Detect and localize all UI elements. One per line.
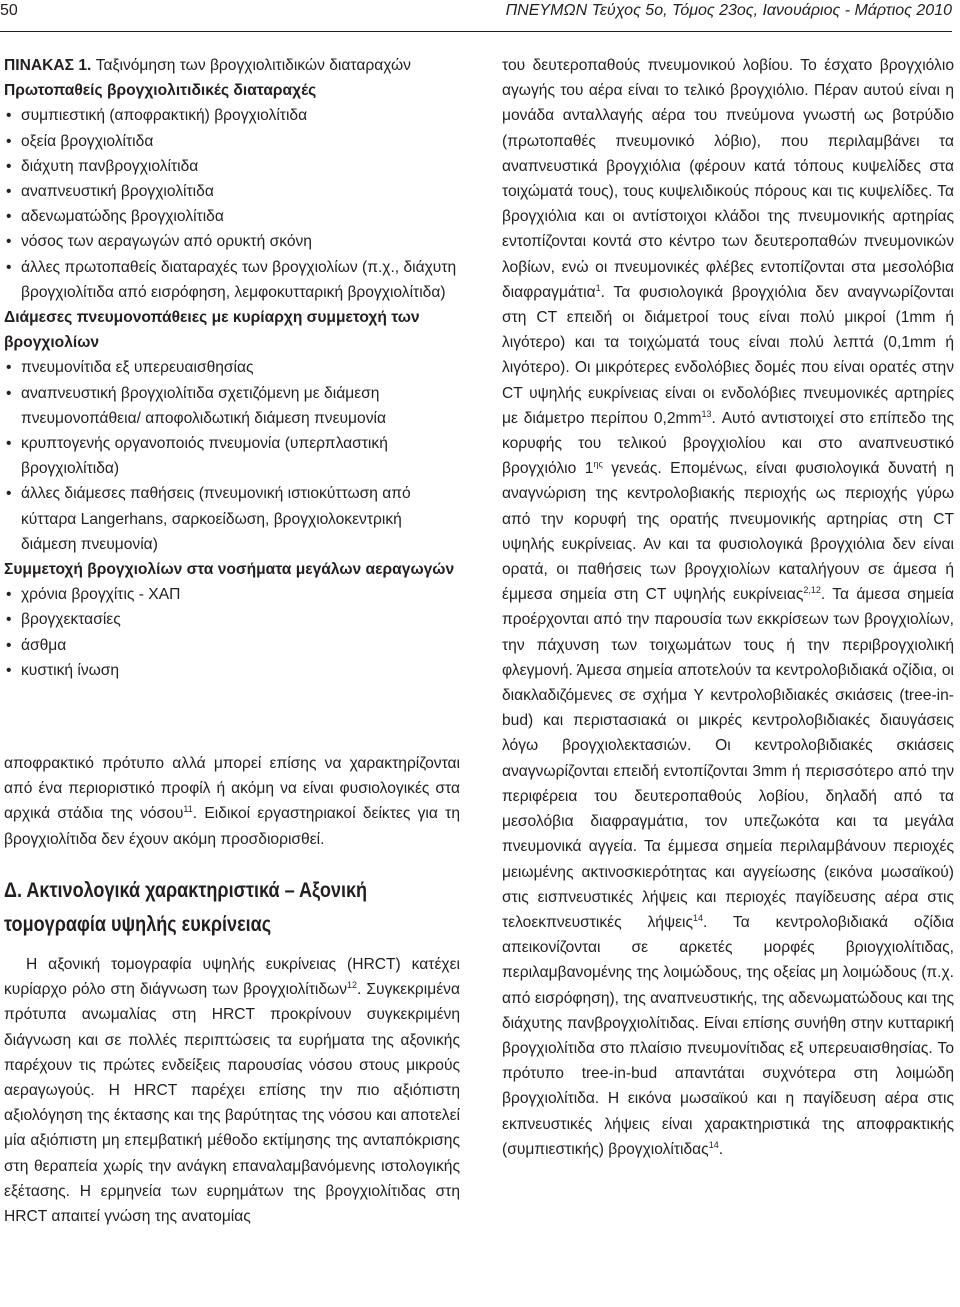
page-number: 50 bbox=[0, 2, 18, 19]
table-list bbox=[4, 582, 460, 683]
ordinal-superscript: ης bbox=[593, 459, 603, 470]
reference-superscript: 1 bbox=[595, 282, 601, 293]
reference-superscript: 11 bbox=[183, 804, 193, 815]
table-section bbox=[4, 305, 460, 557]
table-list bbox=[4, 355, 460, 557]
header-rule bbox=[0, 31, 952, 32]
table-list-item: • συμπιεστική (αποφρακτική) βρογχιολίτιδα bbox=[4, 103, 460, 128]
table-list-item: • πνευμονίτιδα εξ υπερευαισθησίας bbox=[4, 355, 460, 380]
table-section-heading: Πρωτοπαθείς βρογχιολιτιδικές διαταραχές bbox=[4, 82, 317, 100]
left-column bbox=[4, 53, 460, 1229]
reference-superscript: 2,12 bbox=[803, 585, 821, 596]
table-list-item: • αναπνευστική βρογχιολίτιδα σχετιζόμενη με διάμεση πνευμονοπάθεια/ αποφολιδωτική διάμεση πνευμονία bbox=[4, 381, 460, 431]
reference-superscript: 13 bbox=[701, 408, 712, 419]
table-caption bbox=[4, 53, 460, 78]
table-list-item: • διάχυτη πανβρογχιολίτιδα bbox=[4, 154, 460, 179]
table-list-item: • νόσος των αεραγωγών από ορυκτή σκόνη bbox=[4, 229, 460, 254]
text-run: του δευτεροπαθούς πνευμονικού λοβίου. Το έσχατο βρογχιόλιο αγωγής του αέρα είναι το τελικό βρογχιόλιο. Πέραν αυτού είναι η μονάδα ανταλλαγής αέρα του πνεύμονα γνωστή ως βοτρύδιο (πρωτοπαθές πνευμονικό λόβιο), που περιλαμβάνει τα αναπνευστικά βρογχιόλια (φέρουν κατά τόπους κυψελίδες στα τοιχώματά τους), τους κυψελιδικούς πόρους και τις κυψελίδες. Τα βρογχιόλια και οι αντίστοιχοι κλάδοι της πνευμονικής αρτηρίας εντοπίζονται κοντά στο κέντρο των δευτεροπαθών πνευμονικών λοβίων, ενώ οι πνευμονικές φλέβες εντοπίζονται στα μεσολόβια διαφραγμάτια bbox=[502, 57, 954, 301]
table-list-item: • οξεία βρογχιολίτιδα bbox=[4, 129, 460, 154]
text-run: . bbox=[718, 1140, 724, 1158]
table-list-item: • κυστική ίνωση bbox=[4, 658, 460, 683]
table-list-item: • άλλες διάμεσες παθήσεις (πνευμονική ιστιοκύττωση από κύτταρα Langerhans, σαρκοείδωση, βρογχιολοκεντρική διάμεση πνευμονία) bbox=[4, 481, 460, 557]
text-run: . Τα κεντρολοβιδιακά οζίδια απεικονίζονται σε αρκετές μορφές βριογχιολίτιδας, περιλαμβανομένης της λοιμώδους, της οξείας μη λοιμώδους (π.χ. από εισρόφηση), της αναπνευστικής, της αδενωματώδους και της διάχυτης πανβρογχιολίτιδας. Είναι επίσης συνήθη στην κυτταρική βρογχιολίτιδα στο πλαίσιο πνευμονίτιδας εξ υπερευαισθησίας. Το πρότυπο tree-in-bud απαντάται συχνότερα στη λοιμώδη βρογχιολίτιδα. Η εικόνα μωσαϊκού και η παγίδευση αέρα στις εκπνευστικές λήψεις είναι χαρακτηριστικά της αποφρακτικής (συμπιεστικής) βρογχιολίτιδας bbox=[502, 913, 954, 1158]
text-run: . Ειδικοί εργαστηριακοί δείκτες για τη βρογχιολίτιδα δεν έχουν ακόμη προσδιορισθεί. bbox=[4, 805, 460, 848]
reference-superscript: 14 bbox=[708, 1139, 719, 1150]
table-list-item: • χρόνια βρογχίτις - ΧΑΠ bbox=[4, 582, 460, 607]
table-section-heading: Διάμεσες πνευμονοπάθειες με κυρίαρχη συμμετοχή των βρογχιολίων bbox=[4, 309, 420, 352]
table-section bbox=[4, 557, 460, 683]
table-list-item: • κρυπτογενής οργανοποιός πνευμονία (υπερπλαστική βρογχιολίτιδα) bbox=[4, 431, 460, 481]
table-list-item: • άσθμα bbox=[4, 633, 460, 658]
text-run: . Αυτό αντιστοιχεί στο επίπεδο της κορυφής του τελικού βρογχιολίου και στο αναπνευστικό βρογχιόλιο 1 bbox=[502, 409, 954, 478]
text-run: γενεάς. Επομένως, είναι φυσιολογικά δυνατή η αναγνώριση της κεντρολοβιακής περιοχής ως περιοχής γύρω από την κορυφή της ορατής πνευμονικής αρτηρίας στη CT υψηλής ευκρίνειας. Αν και τα φυσιολογικά βρογχιόλια δεν είναι ορατά, οι παθήσεις των βρογχιολίων καταλήγουν σε άμεσα ή έμμεσα σημεία στη CT υψηλής ευκρίνειας bbox=[502, 460, 954, 604]
table-section bbox=[4, 78, 460, 305]
reference-superscript: 12 bbox=[347, 979, 358, 990]
table-caption-label: ΠΙΝΑΚΑΣ 1. bbox=[4, 57, 92, 74]
right-column bbox=[502, 53, 954, 1162]
table-list-item: • αδενωματώδης βρογχιολίτιδα bbox=[4, 204, 460, 229]
text-run: αποφρακτικό πρότυπο αλλά μπορεί επίσης να χαρακτηρίζονται από ένα περιοριστικό προφίλ ή ακόμη να είναι φυσιολογικές στα αρχικά στάδια της νόσου bbox=[4, 755, 460, 823]
body-paragraph bbox=[4, 952, 460, 1229]
body-paragraph bbox=[4, 751, 460, 852]
spacer bbox=[4, 683, 460, 751]
reference-superscript: 14 bbox=[693, 912, 704, 923]
text-run: . Τα άμεσα σημεία προέρχονται από την παρουσία των εκκρίσεων των βρογχιολίων, την πάχυνση των τοιχωμάτων τους ή την περιβρογχιολική φλεγμονή. Άμεσα σημεία αποτελούν τα κεντρολοβιδιακά οζίδια, οι διακλαδιζόμενες σε σχήμα Υ κεντρολοβιδιακές σκιάσεις (tree-in-bud) και περιστασιακά οι μικρές κεντρολοβιδιακές διαυγάσεις λόγω βρογχιολεκτασιών. Οι κεντρολοβιδιακές σκιάσεις αναγνωρίζονται επειδή εντοπίζονται 3mm ή περισσότερο από την περιφέρεια του δευτεροπαθούς λοβίου, δηλαδή από τα μεσολόβια διαφραγμάτια, τον υπεζωκότα και τα μεγάλα πνευμονικά αγγεία. Τα έμμεσα σημεία περιλαμβάνουν περιοχές μειωμένης ακτινοσκιερότητας και αγγείωσης (εικόνα μωσαϊκού) στις εισπνευστικές λήψεις και περιοχές παγίδευσης αέρα στις τελοεκπνευστικές λήψεις bbox=[502, 586, 954, 931]
table-caption-text: Ταξινόμηση των βρογχιολιτιδικών διαταραχών bbox=[95, 57, 411, 74]
text-run: . Τα φυσιολογικά βρογχιόλια δεν αναγνωρίζονται στη CT επειδή οι διάμετροί τους είναι πολύ μικροί (1mm ή λιγότερο) και τα τοιχώματά τους είναι πολύ λεπτά (0,1mm ή λιγότερο). Οι μικρότερες ενδολόβιες δομές που είναι ορατές στην CT υψηλής ευκρίνειας είναι οι ενδολόβιες πνευμονικές αρτηρίες με διάμετρο περίπου 0,2mm bbox=[502, 283, 954, 427]
journal-title: ΠΝΕΥΜΩΝ Τεύχος 5ο, Τόμος 23ος, Ιανουάριος - Μάρτιος 2010 bbox=[505, 2, 952, 19]
body-paragraph bbox=[502, 53, 954, 1162]
table-list-item: • άλλες πρωτοπαθείς διαταραχές των βρογχιολίων (π.χ., διάχυτη βρογχιολίτιδα από εισρόφηση, λεμφοκυτταρική βρογχιολίτιδα) bbox=[4, 255, 460, 305]
page-header bbox=[0, 0, 960, 22]
text-run: . Συγκεκριμένα πρότυπα ανωμαλίας στη HRCT προκρίνουν συγκεκριμένη διάγνωση και σε πολλές περιπτώσεις τα ευρήματα της αξονικής παρέχουν τις πρώτες ενδείξεις παρουσίας νόσου στους μικρούς αεραγωγούς. Η HRCT παρέχει επίσης την πιο αξιόπιστη αξιολόγηση της έκτασης και της βαρύτητας της νόσου και αποτελεί μία αξιόπιστη μη επεμβατική μέθοδο εκτίμησης της ανταπόκρισης στη θεραπεία χωρίς την ανάγκη επαναλαμβανόμενης ιστολογικής εξέτασης. Η ερμηνεία των ευρημάτων της βρογχιολίτιδας στη HRCT απαιτεί γνώση της ανατομίας bbox=[4, 981, 460, 1225]
table-section-heading: Συμμετοχή βρογχιολίων στα νοσήματα μεγάλων αεραγωγών bbox=[4, 561, 455, 579]
section-heading: Δ. Ακτινολογικά χαρακτηριστικά – Αξονική τομογραφία υψηλής ευκρίνειας bbox=[4, 878, 368, 936]
table-list-item: • βρογχεκτασίες bbox=[4, 607, 460, 632]
text-run: Η αξονική τομογραφία υψηλής ευκρίνειας (HRCT) κατέχει κυρίαρχο ρόλο στη διάγνωση των βρογχιολίτιδων bbox=[4, 955, 460, 999]
table-list bbox=[4, 103, 460, 305]
table-list-item: • αναπνευστική βρογχιολίτιδα bbox=[4, 179, 460, 204]
